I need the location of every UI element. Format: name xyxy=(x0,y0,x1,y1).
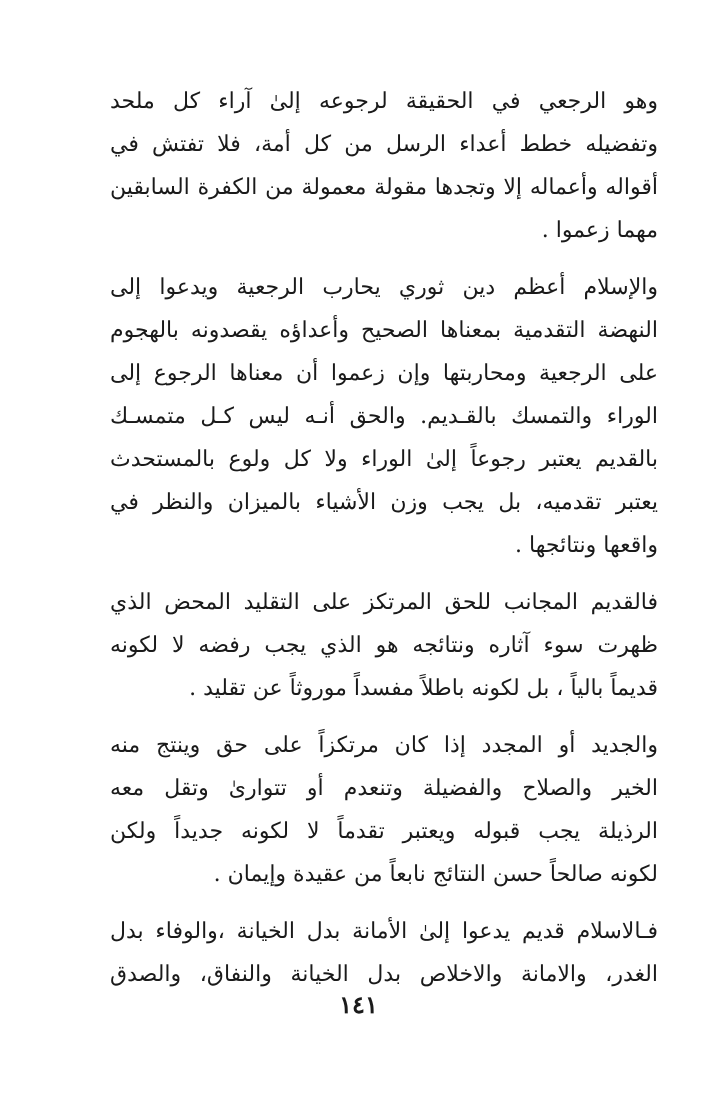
text-line: الوراء والتمسك بالقـديم. والحق أنـه ليس كـل متمسـك xyxy=(110,404,658,429)
text-line: مهما زعموا . xyxy=(541,218,658,243)
paragraph-4 xyxy=(110,724,658,896)
text-line: والجديد أو المجدد إذا كان مرتكزاً على حق وينتج منه xyxy=(110,733,658,758)
text-line: وهو الرجعي في الحقيقة لرجوعه إلىٰ آراء كل ملحد xyxy=(110,89,658,114)
text-line: يعتبر تقدميه، بل يجب وزن الأشياء بالميزان والنظر في xyxy=(110,490,658,515)
text-line: وتفضيله خطط أعداء الرسل من كل أمة، فلا تفتش في xyxy=(110,132,658,157)
text-line: الرذيلة يجب قبوله ويعتبر تقدماً لا لكونه جديداً ولكن xyxy=(110,819,658,844)
text-line: الخير والصلاح والفضيلة وتنعدم أو تتوارىٰ وتقل معه xyxy=(110,776,658,801)
paragraph-1 xyxy=(110,80,658,252)
text-line: لكونه صالحاً حسن النتائج نابعاً من عقيدة وإيمان . xyxy=(213,862,658,887)
page-body xyxy=(110,80,658,1010)
page-number: ١٤١ xyxy=(339,990,378,1019)
text-line: واقعها ونتائجها . xyxy=(515,533,658,558)
text-line: أقواله وأعماله إلا وتجدها مقولة معمولة من الكفرة السابقين xyxy=(110,175,658,200)
text-line: ظهرت سوء آثاره ونتائجه هو الذي يجب رفضه لا لكونه xyxy=(110,633,658,658)
paragraph-2 xyxy=(110,266,658,567)
text-line: على الرجعية ومحاربتها وإن زعموا أن معناها الرجوع إلى xyxy=(110,361,658,386)
text-line: فـالاسلام قديم يدعوا إلىٰ الأمانة بدل الخيانة ،والوفاء بدل xyxy=(110,919,658,944)
paragraph-3 xyxy=(110,581,658,710)
text-line: فالقديم المجانب للحق المرتكز على التقليد المحض الذي xyxy=(110,590,658,615)
text-line: قديماً بالياً ، بل لكونه باطلاً مفسداً موروثاً عن تقليد . xyxy=(189,676,658,701)
text-line: النهضة التقدمية بمعناها الصحيح وأعداؤه يقصدونه بالهجوم xyxy=(110,318,658,343)
text-line: بالقديم يعتبر رجوعاً إلىٰ الوراء ولا كل ولوع بالمستحدث xyxy=(110,447,658,472)
text-line: الغدر، والامانة والاخلاص بدل الخيانة والنفاق، والصدق xyxy=(110,962,658,987)
paragraph-5 xyxy=(110,910,658,996)
text-line: والإسلام أعظم دين ثوري يحارب الرجعية ويدعوا إلى xyxy=(110,275,658,300)
